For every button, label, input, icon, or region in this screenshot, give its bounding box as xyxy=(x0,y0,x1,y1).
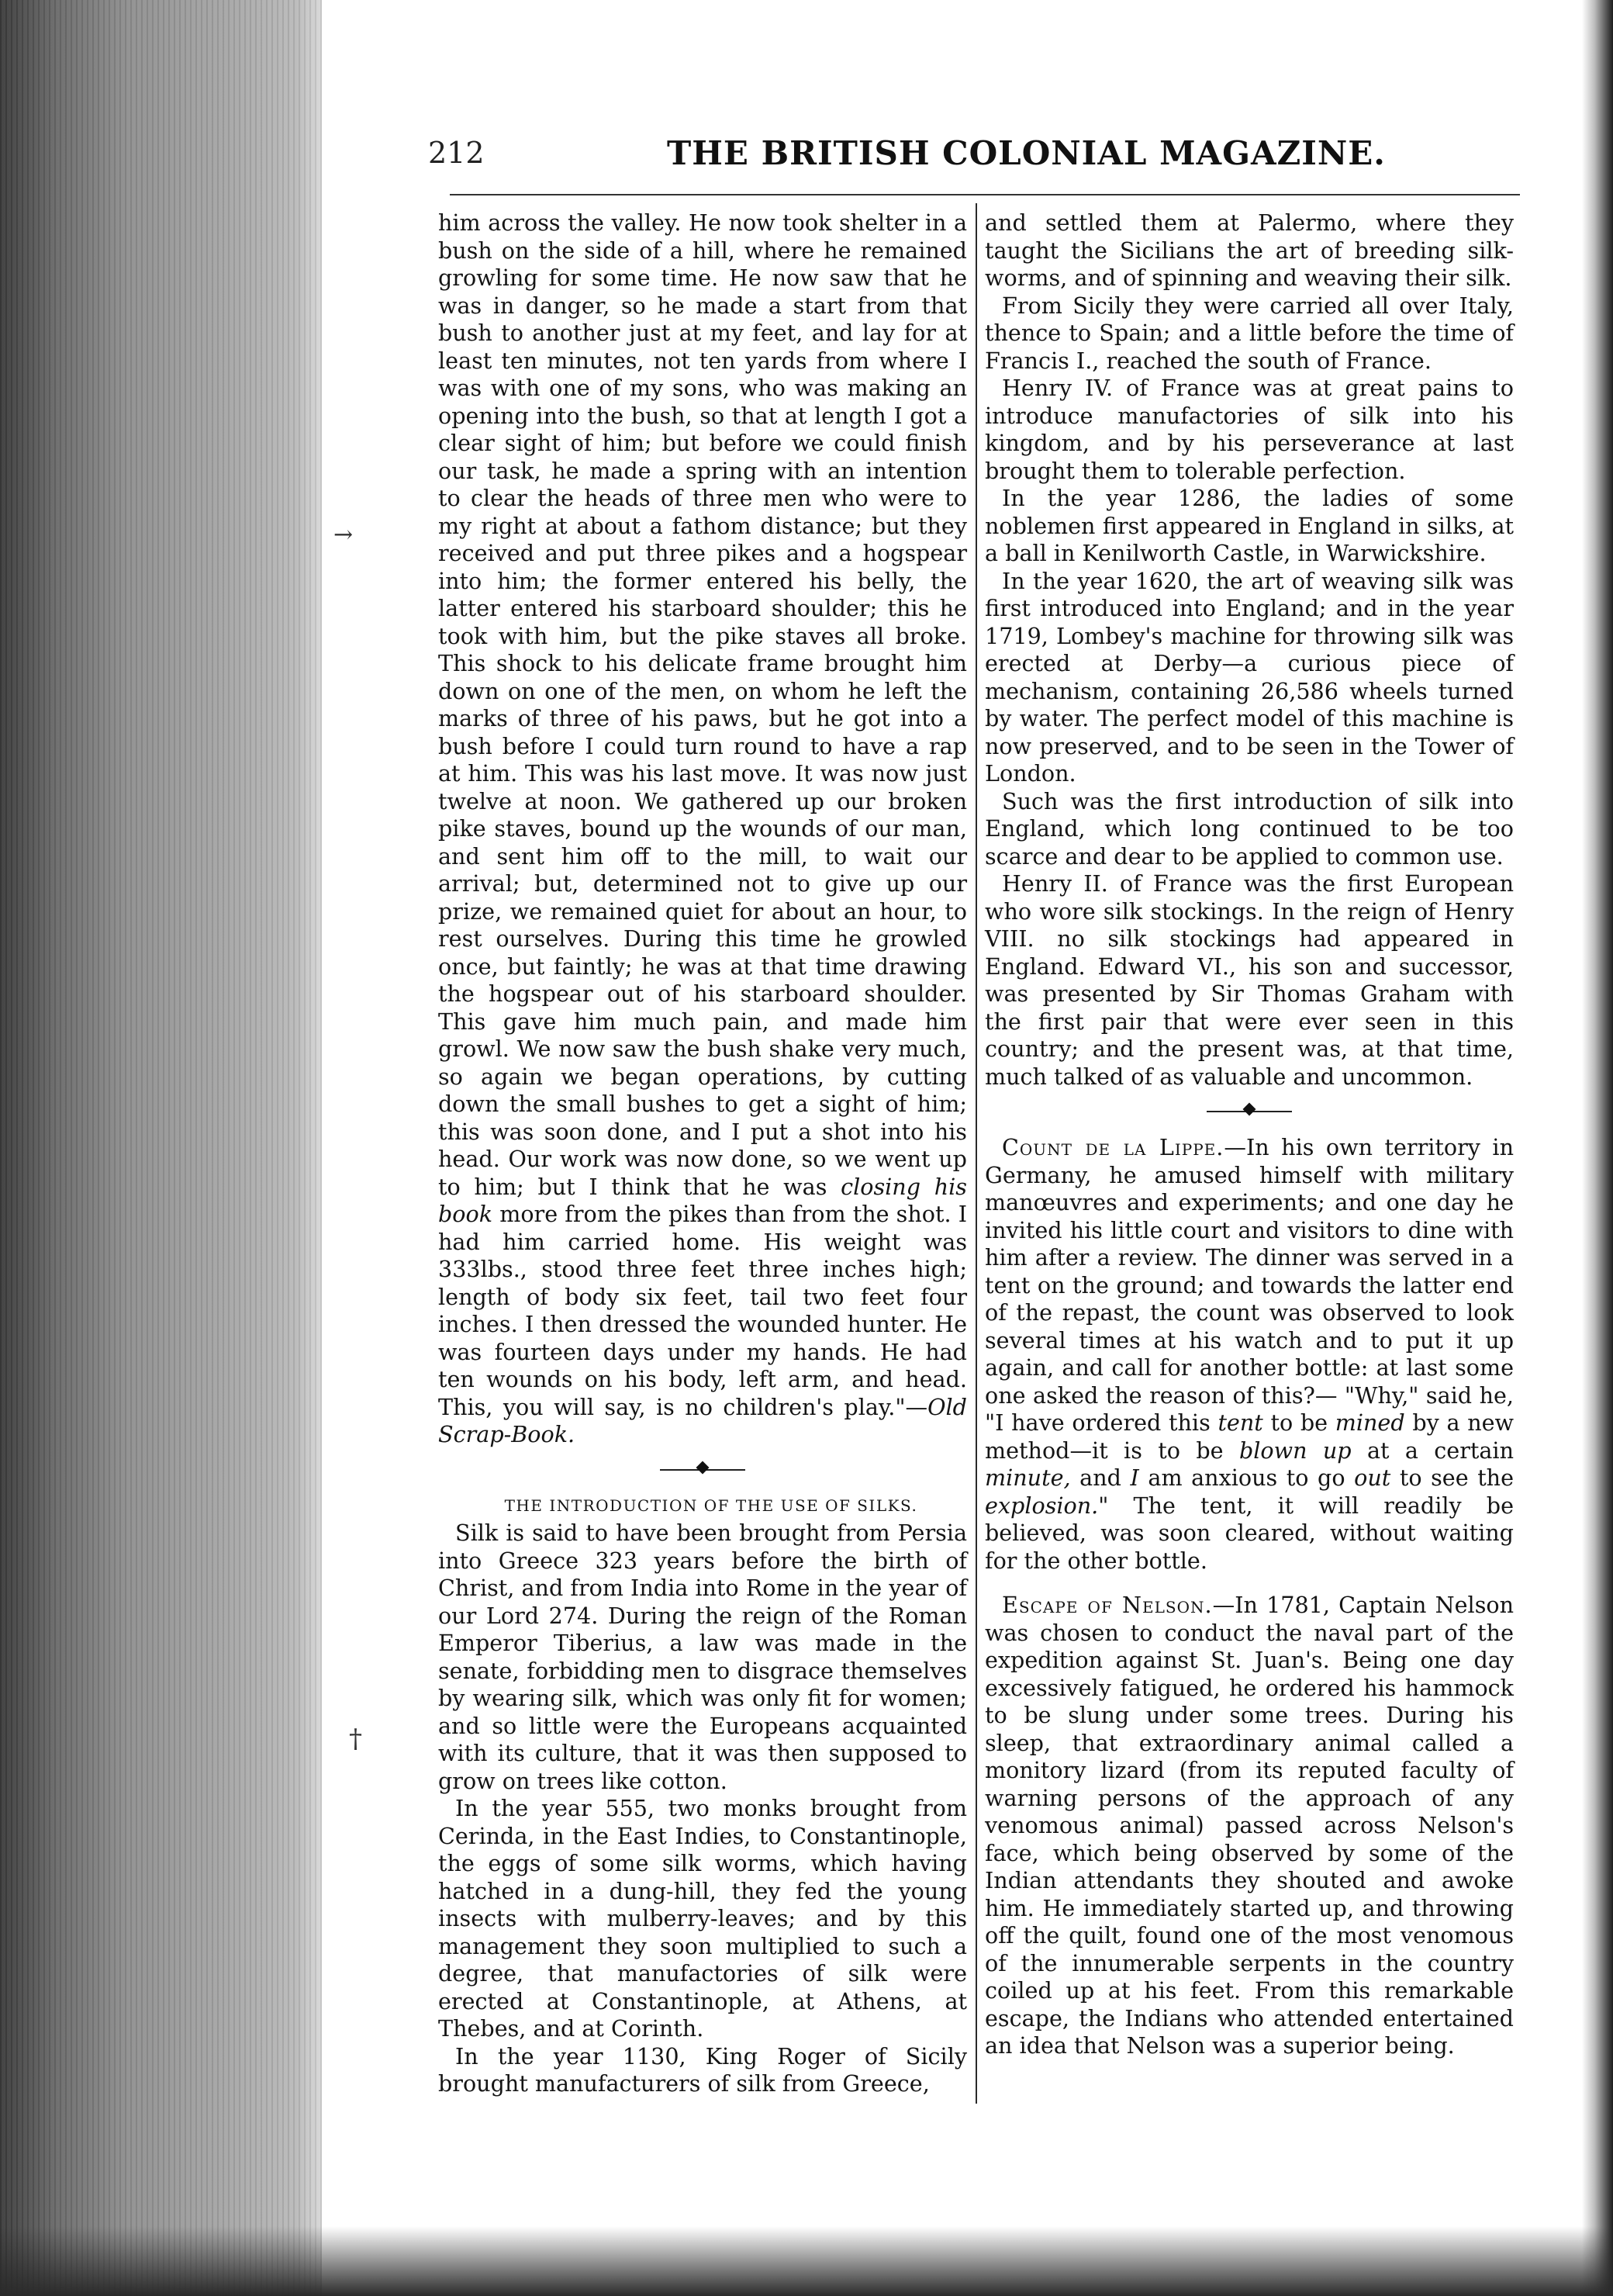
section-heading-silks: THE INTRODUCTION OF THE USE OF SILKS. xyxy=(504,1496,918,1515)
lippe-paragraph: Count de la Lippe.—In his own territory in Germany, he amused himself with military manœuvres and experiments; and one day he invited his little court and visitors to dine with him after a review. The dinner was served in a tent on the ground; and towards the latter end of the repast, the count was observed to look several times at his watch and to put it up again, and call for another bottle: at last some one asked the reason of this?— "Why," said he, "I have ordered this tent to be mined by a new method—it is to be blown up at a certain minute, and I am anxious to go out to see the explosion." The tent, it will readily be believed, was soon cleared, without waiting for the other bottle. xyxy=(985,1134,1515,1574)
italic-phrase: closing his book xyxy=(438,1173,967,1227)
book-gutter xyxy=(0,0,322,2296)
margin-mark: † xyxy=(349,1724,362,1755)
margin-mark: → xyxy=(333,521,354,548)
page-number: 212 xyxy=(428,136,485,170)
silk-paragraph: In the year 1130, King Roger of Sicily brought manufacturers of silk from Greece, xyxy=(438,2042,967,2097)
section-separator xyxy=(438,1449,967,1492)
silk-paragraph: Henry II. of France was the first European who wore silk stockings. In the reign of Henry VIII. no silk stockings had appeared in England. Edward VI., his son and successor, was presented by Sir Thomas Graham with the first pair that were ever seen in this country; and the present was, at that time, much talked of as valuable and uncommon. xyxy=(985,870,1514,1090)
silk-paragraph: and settled them at Palermo, where they taught the Sicilians the art of breeding silk-worms, and of spinning and weaving their silk. xyxy=(985,209,1514,291)
header-rule xyxy=(450,194,1520,195)
silk-paragraph: In the year 1286, the ladies of some noblemen first appeared in England in silks, at a ball in Kenilworth Castle, in Warwickshire. xyxy=(985,485,1514,566)
right-column xyxy=(985,209,1514,2060)
hunt-paragraph: him across the valley. He now took shelter in a bush on the side of a hill, where he remained growling for some time. He now saw that he was in danger, so he made a start from that bush to another just at my feet, and lay for at least ten minutes, not ten yards from where I was with one of my sons, who was making an opening into the bush, so that at length I got a clear sight of him; but before we could finish our task, he made a spring with an intention to clear the heads of three men who were to my right at about a fathom distance; but they received and put three pikes and a hogspear into him; the former entered his belly, the latter entered his starboard shoulder; this he took with him, but the pike staves all broke. This shock to his delicate frame brought him down on one of the men, on whom he left the marks of three of his paws, but he got into a bush before I could turn round to have a rap at him. This was his last move. It was now just twelve at noon. We gathered up our broken pike staves, bound up the wounds of our man, and sent him off to the mill, to wait our arrival; but, determined not to give up our prize, we remained quiet for about an hour, to rest ourselves. During this time he growled once, but faintly; he was at that time drawing the hogspear out of his starboard shoulder. This gave him much pain, and made him growl. We now saw the bush shake very much, so again we began operations, by cutting down the small bushes to get a sight of him; this was soon done, and I put a shot into his head. Our work was now done, so we went up to him; but I think that he was closing his book more from the pikes than from the shot. I had him carried home. His weight was 333lbs., stood three feet three inches high; length of body six feet, tail two feet four inches. I then dressed the wounded hunter. He was fourteen days under my hands. He had ten wounds on his body, left arm, and head. This, you will say, is no children's play."—Old Scrap-Book. xyxy=(438,209,968,1447)
column-divider xyxy=(976,203,977,2104)
nelson-paragraph: Escape of Nelson.—In 1781, Captain Nelson was chosen to conduct the naval part of the expedition against St. Juan's. Being one day excessively fatigued, he ordered his hammock to be slung under some trees. During his sleep, that extraordinary animal called a monitory lizard (from its reputed faculty of warning persons of the approach of any venomous animal) passed across Nelson's face, which being observed by some of the Indian attendants they shouted and awoke him. He immediately started up, and throwing off the quilt, found one of the most venomous of the innumerable serpents in the country coiled up at his feet. From this remarkable escape, the Indians who attended entertained an idea that Nelson was a superior being. xyxy=(985,1592,1514,2059)
running-header xyxy=(428,128,1514,182)
nelson-title: Escape of Nelson. xyxy=(1002,1592,1213,1618)
silk-paragraph: Such was the first introduction of silk into England, which long continued to be too scarce and dear to be applied to common use. xyxy=(985,787,1514,870)
left-column xyxy=(438,209,967,2098)
section-separator xyxy=(985,1091,1514,1134)
magazine-title: THE BRITISH COLONIAL MAGAZINE. xyxy=(667,134,1386,172)
page-right-edge xyxy=(1582,0,1613,2296)
attribution: Old Scrap-Book. xyxy=(438,1393,967,1447)
lippe-title: Count de la Lippe. xyxy=(1002,1134,1224,1160)
silk-paragraph: In the year 555, two monks brought from Cerinda, in the East Indies, to Constantinople, the eggs of some silk worms, which having hatched in a dung-hill, they fed the young insects with mulberry-leaves; and by this management they soon multiplied to such a degree, that manufactories of silk were erected at Constantinople, at Athens, at Thebes, and at Corinth. xyxy=(438,1795,967,2042)
silk-paragraph: From Sicily they were carried all over Italy, thence to Spain; and a little before the time of Francis I., reached the south of France. xyxy=(985,292,1514,374)
silk-paragraph: In the year 1620, the art of weaving silk was first introduced into England; and in the year 1719, Lombey's machine for throwing silk was erected at Derby—a curious piece of mechanism, containing 26,586 wheels turned by water. The perfect model of this machine is now preserved, and to be seen in the Tower of London. xyxy=(985,567,1514,787)
silk-paragraph: Henry IV. of France was at great pains to introduce manufactories of silk into his kingdom, and by his perseverance at last brought them to tolerable perfection. xyxy=(985,375,1514,484)
silk-paragraph: Silk is said to have been brought from Persia into Greece 323 years before the birth of Christ, and from India into Rome in the year of our Lord 274. During the reign of the Roman Emperor Tiberius, a law was made in the senate, forbidding men to disgrace themselves by wearing silk, which was only fit for women; and so little were the Europeans acquainted with its culture, that it was then supposed to grow on trees like cotton. xyxy=(438,1520,967,1794)
page-bottom-edge xyxy=(0,2226,1613,2296)
